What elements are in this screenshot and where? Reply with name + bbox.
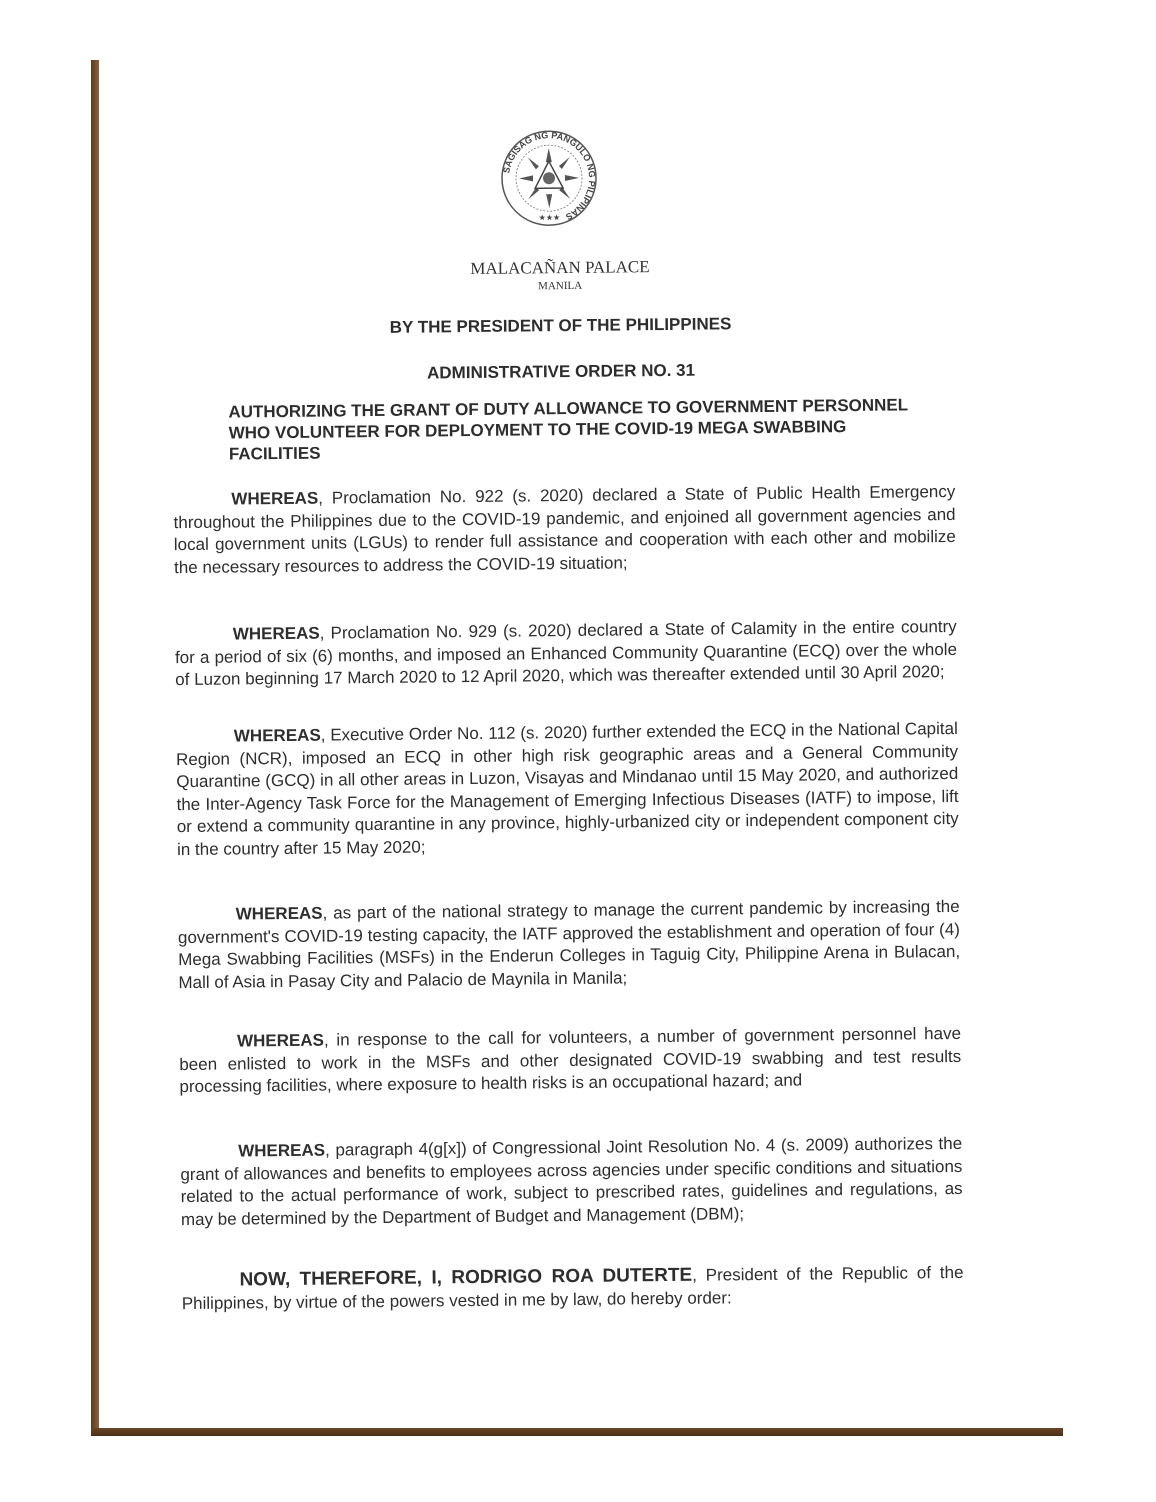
whereas-paragraph bbox=[178, 896, 961, 994]
paragraph-lead: WHEREAS bbox=[233, 725, 321, 746]
paragraph-text: , Proclamation No. 929 (s. 2020) declared a State of Calamity in the entire country for a period of six (6) months, and imposed an Enhanced Community Quarantine (ECQ) over the whole of Luzon beginning 17 March 2020 to 12 April 2020, which was thereafter extended until 30 April 2020; bbox=[174, 616, 958, 690]
whereas-paragraph bbox=[173, 481, 956, 579]
paragraph-lead: WHEREAS bbox=[232, 623, 320, 644]
svg-text:★★★: ★★★ bbox=[538, 213, 561, 223]
now-therefore-paragraph bbox=[181, 1262, 963, 1315]
paragraph-text: , Proclamation No. 922 (s. 2020) declared a State of Public Health Emergency throughout the Philippines due to the COVID-19 pandemic, and enjoined all government agencies and local government units (LGUs) to render full assistance and cooperation with each other and mobilize the necessary resources to address the COVID-19 situation; bbox=[173, 481, 956, 577]
paragraph-lead: WHEREAS bbox=[236, 1030, 325, 1051]
whereas-paragraph bbox=[179, 1023, 962, 1099]
whereas-paragraph bbox=[180, 1133, 963, 1231]
presidential-seal-icon bbox=[498, 128, 599, 229]
paragraph-text: , Executive Order No. 112 (s. 2020) further extended the ECQ in the National Capital Region (NCR), imposed an ECQ in other high risk geographic areas and a General Community Quarantine (GCQ) in all other areas in Luzon, Visayas and Mindanao until 15 May 2020, and authorized the Inter-Agency Task Force for the Management of Emerging Infectious Diseases (IATF) to impose, lift or extend a community quarantine in any province, highly-urbanized city or independent component city in the country after 15 May 2020; bbox=[175, 718, 959, 859]
paragraph-lead: NOW, THEREFORE, I, RODRIGO ROA DUTERTE bbox=[239, 1264, 693, 1291]
paragraph-text: , paragraph 4(g[x]) of Congressional Joint Resolution No. 4 (s. 2009) authorizes the grant of allowances and benefits to employees across agencies under specific conditions and situations related to the actual performance of work, subject to prescribed rates, guidelines and regulations, as may be determined by the Department of Budget and Management (DBM); bbox=[180, 1133, 963, 1229]
paragraph-lead: WHEREAS bbox=[231, 488, 319, 509]
paragraph-text: , in response to the call for volunteers, a number of government personnel have been enlisted to work in the MSFs and other designated COVID-19 swabbing and test results processing facilities, where exposure to health risks is an occupational hazard; and bbox=[179, 1023, 962, 1097]
palace-name: MALACAÑAN PALACE bbox=[470, 257, 650, 279]
palace-city: MANILA bbox=[538, 279, 583, 293]
svg-text:SAGISAG NG PANGULO NG PILIPINA: SAGISAG NG PANGULO NG PILIPINAS bbox=[501, 130, 598, 223]
whereas-paragraph bbox=[175, 616, 958, 692]
paragraph-lead: WHEREAS bbox=[238, 1140, 326, 1161]
order-number: ADMINISTRATIVE ORDER NO. 31 bbox=[426, 360, 696, 383]
paragraph-text: , as part of the national strategy to manage the current pandemic by increasing the government's COVID-19 testing capacity, the IATF approved the establishment and operation of four (4) Mega Swabbing Facilities (MSFs) in the Enderun Colleges in Taguig City, Philippine Arena in Bulacan, Mall of Asia in Pasay City and Palacio de Maynila in Manila; bbox=[177, 896, 961, 992]
order-title: AUTHORIZING THE GRANT OF DUTY ALLOWANCE TO GOVERNMENT PERSONNEL WHO VOLUNTEER FOR DEPLOYMENT TO THE COVID-19 MEGA SWABBING FACILITIES bbox=[228, 395, 908, 464]
paragraph-lead: WHEREAS bbox=[235, 903, 323, 924]
whereas-paragraph bbox=[176, 718, 959, 861]
paragraph-text: , President of the Republic of the Philippines, by virtue of the powers vested in me by law, do hereby order: bbox=[181, 1262, 964, 1313]
by-line: BY THE PRESIDENT OF THE PHILIPPINES bbox=[389, 314, 732, 337]
